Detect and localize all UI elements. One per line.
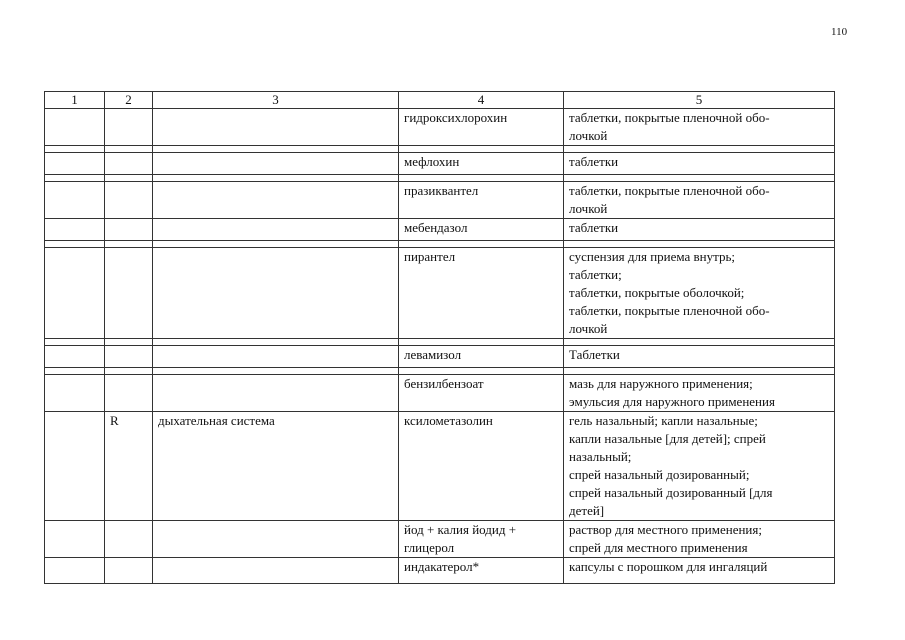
dosage-form-cell: [564, 412, 835, 521]
cell-col-3: [153, 153, 399, 175]
dosage-form-line: раствор для местного применения;: [569, 522, 762, 537]
dosage-form-line: детей]: [569, 503, 605, 518]
separator-cell: [105, 368, 153, 375]
dosage-form-line: таблетки: [569, 220, 619, 235]
drug-name-line: празиквантел: [404, 183, 479, 198]
header-cell-2: 2: [105, 92, 153, 109]
separator-cell: [153, 146, 399, 153]
cell-col-1: [45, 412, 105, 521]
drug-name-cell: [399, 412, 564, 521]
drug-name-cell: [399, 109, 564, 146]
cell-col-1: [45, 182, 105, 219]
cell-col-2: [105, 182, 153, 219]
table-row: [45, 346, 835, 368]
cell-col-1: [45, 375, 105, 412]
separator-cell: [399, 175, 564, 182]
cell-col-3: [153, 521, 399, 558]
cell-col-2: [105, 558, 153, 584]
page-number: 110: [831, 26, 848, 38]
separator-cell: [399, 368, 564, 375]
separator-cell: [45, 175, 105, 182]
dosage-form-cell: [564, 346, 835, 368]
dosage-form-cell: [564, 375, 835, 412]
dosage-form-cell: [564, 521, 835, 558]
dosage-form-line: таблетки: [569, 154, 619, 169]
table-row: [45, 219, 835, 241]
header-cell-1: 1: [45, 92, 105, 109]
cell-col-3: [153, 109, 399, 146]
table-row: [45, 558, 835, 584]
cell-col-3: [153, 375, 399, 412]
drug-name-cell: [399, 182, 564, 219]
separator-cell: [564, 146, 835, 153]
dosage-form-line: лочкой: [569, 128, 608, 143]
drug-name-cell: [399, 346, 564, 368]
row-separator: [45, 368, 835, 375]
separator-cell: [399, 339, 564, 346]
cell-col-2: [105, 153, 153, 175]
dosage-form-cell: [564, 219, 835, 241]
dosage-form-cell: [564, 558, 835, 584]
dosage-form-line: лочкой: [569, 201, 608, 216]
cell-col-3: [153, 558, 399, 584]
cell-col-1: [45, 521, 105, 558]
cell-col-2: [105, 109, 153, 146]
table-row: [45, 109, 835, 146]
cell-col-1: [45, 558, 105, 584]
table-row: [45, 521, 835, 558]
dosage-form-line: эмульсия для наружного применения: [569, 394, 775, 409]
dosage-form-cell: [564, 153, 835, 175]
cell-col-1: [45, 153, 105, 175]
dosage-form-line: лочкой: [569, 321, 608, 336]
dosage-form-cell: [564, 248, 835, 339]
table-body: [45, 109, 835, 584]
separator-cell: [564, 368, 835, 375]
table-row: [45, 375, 835, 412]
drug-name-line: индакатерол*: [404, 559, 480, 574]
separator-cell: [45, 368, 105, 375]
medicines-table: [44, 91, 835, 584]
row-separator: [45, 146, 835, 153]
separator-cell: [399, 241, 564, 248]
drug-name-line: мебендазол: [404, 220, 468, 235]
header-cell-3: 3: [153, 92, 399, 109]
cell-col-3: [153, 182, 399, 219]
dosage-form-line: назальный;: [569, 449, 632, 464]
header-cell-5: 5: [564, 92, 835, 109]
dosage-form-line: капсулы с порошком для ингаляций: [569, 559, 768, 574]
dosage-form-line: спрей для местного применения: [569, 540, 748, 555]
dosage-form-line: таблетки, покрытые пленочной обо-: [569, 183, 770, 198]
drug-name-cell: [399, 521, 564, 558]
dosage-form-line: Таблетки: [569, 347, 620, 362]
dosage-form-line: мазь для наружного применения;: [569, 376, 753, 391]
table-row: [45, 153, 835, 175]
separator-cell: [399, 146, 564, 153]
drug-name-line: пирантел: [404, 249, 456, 264]
separator-cell: [564, 241, 835, 248]
header-cell-4: 4: [399, 92, 564, 109]
dosage-form-line: гель назальный; капли назальные;: [569, 413, 758, 428]
cell-col-2: [105, 375, 153, 412]
table-row: [45, 248, 835, 339]
table-row: [45, 182, 835, 219]
separator-cell: [564, 339, 835, 346]
separator-cell: [105, 175, 153, 182]
drug-name-cell: [399, 248, 564, 339]
cell-col-2: [105, 346, 153, 368]
separator-cell: [45, 146, 105, 153]
dosage-form-cell: [564, 109, 835, 146]
cell-col-2: [105, 521, 153, 558]
cell-col-2: [105, 248, 153, 339]
separator-cell: [153, 175, 399, 182]
header-row: [45, 92, 835, 109]
cell-col-1: [45, 346, 105, 368]
dosage-form-line: таблетки;: [569, 267, 622, 282]
drug-name-line: гидроксихлорохин: [404, 110, 508, 125]
cell-col-3: [153, 346, 399, 368]
cell-col-1: [45, 219, 105, 241]
dosage-form-line: спрей назальный дозированный;: [569, 467, 750, 482]
separator-cell: [153, 368, 399, 375]
dosage-form-line: суспензия для приема внутрь;: [569, 249, 736, 264]
cell-col-2: R: [105, 412, 153, 521]
cell-col-3: дыхательная система: [153, 412, 399, 521]
row-separator: [45, 339, 835, 346]
dosage-form-line: спрей назальный дозированный [для: [569, 485, 773, 500]
separator-cell: [153, 241, 399, 248]
separator-cell: [45, 339, 105, 346]
dosage-form-line: таблетки, покрытые оболочкой;: [569, 285, 745, 300]
drug-name-cell: [399, 219, 564, 241]
separator-cell: [105, 241, 153, 248]
dosage-form-cell: [564, 182, 835, 219]
separator-cell: [105, 339, 153, 346]
drug-name-cell: [399, 153, 564, 175]
dosage-form-line: таблетки, покрытые пленочной обо-: [569, 110, 770, 125]
cell-col-2: [105, 219, 153, 241]
drug-name-cell: [399, 558, 564, 584]
drug-name-cell: [399, 375, 564, 412]
drug-name-line: бензилбензоат: [404, 376, 484, 391]
row-separator: [45, 175, 835, 182]
table-row: [45, 412, 835, 521]
separator-cell: [153, 339, 399, 346]
separator-cell: [105, 146, 153, 153]
separator-cell: [45, 241, 105, 248]
dosage-form-line: капли назальные [для детей]; спрей: [569, 431, 766, 446]
drug-name-line: ксилометазолин: [404, 413, 493, 428]
drug-name-line: йод + калия йодид +: [404, 522, 517, 537]
separator-cell: [564, 175, 835, 182]
row-separator: [45, 241, 835, 248]
dosage-form-line: таблетки, покрытые пленочной обо-: [569, 303, 770, 318]
cell-col-3: [153, 219, 399, 241]
drug-name-line: мефлохин: [404, 154, 460, 169]
drug-name-line: левамизол: [404, 347, 462, 362]
cell-col-1: [45, 248, 105, 339]
cell-col-3: [153, 248, 399, 339]
cell-col-1: [45, 109, 105, 146]
drug-name-line: глицерол: [404, 540, 455, 555]
